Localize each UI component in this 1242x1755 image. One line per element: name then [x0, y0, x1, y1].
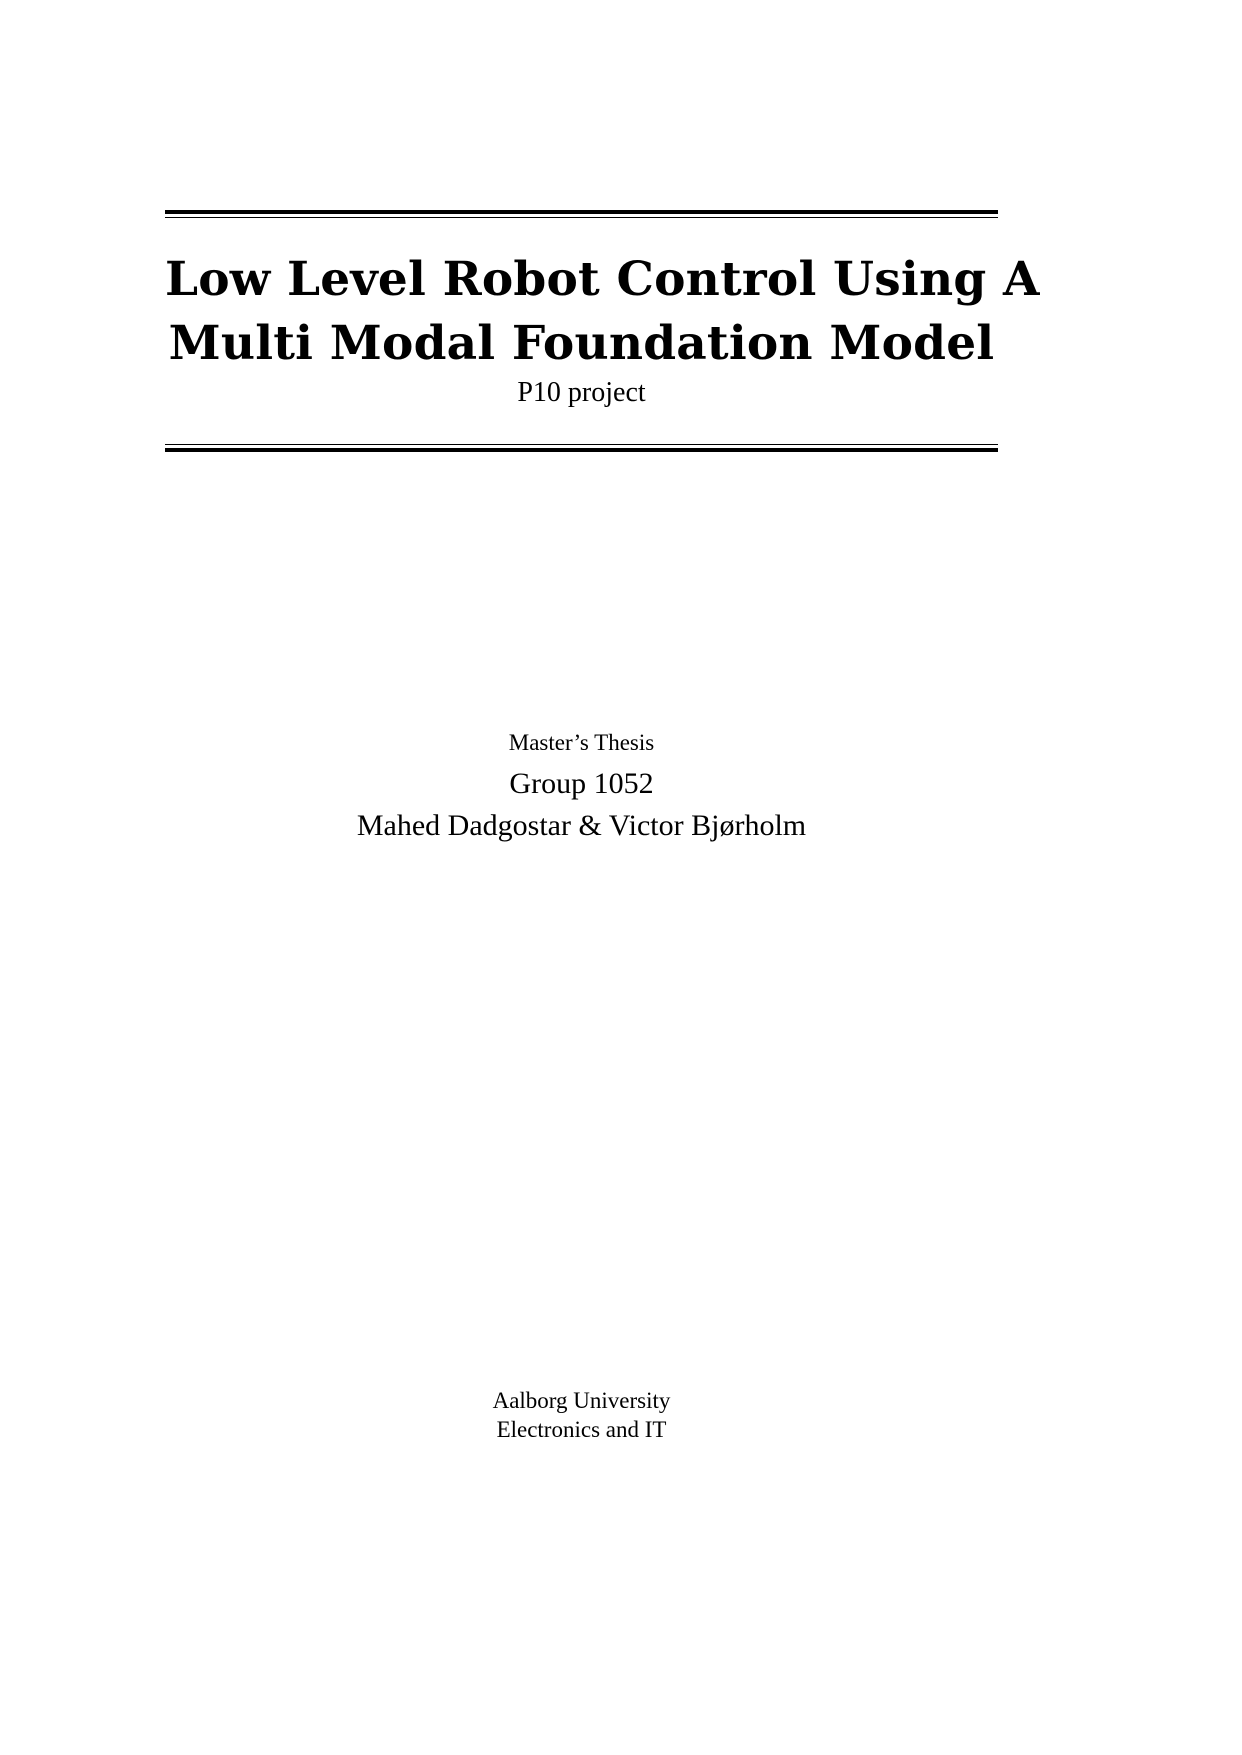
title-line-2: Multi Modal Foundation Model: [168, 316, 995, 371]
affiliation: [165, 1386, 998, 1444]
thesis-type: Master’s Thesis: [508, 730, 655, 755]
title-block: [165, 248, 1040, 410]
title-bottom-rule: [165, 444, 998, 452]
authors: Mahed Dadgostar & Victor Bjørholm: [356, 809, 807, 842]
title-top-rule: [165, 210, 998, 218]
department-name: Electronics and IT: [496, 1417, 667, 1442]
university-name: Aalborg University: [492, 1388, 671, 1413]
subtitle: P10 project: [517, 377, 646, 408]
group-number: Group 1052: [509, 767, 654, 800]
title-line-1: Low Level Robot Control Using A: [165, 252, 1040, 307]
